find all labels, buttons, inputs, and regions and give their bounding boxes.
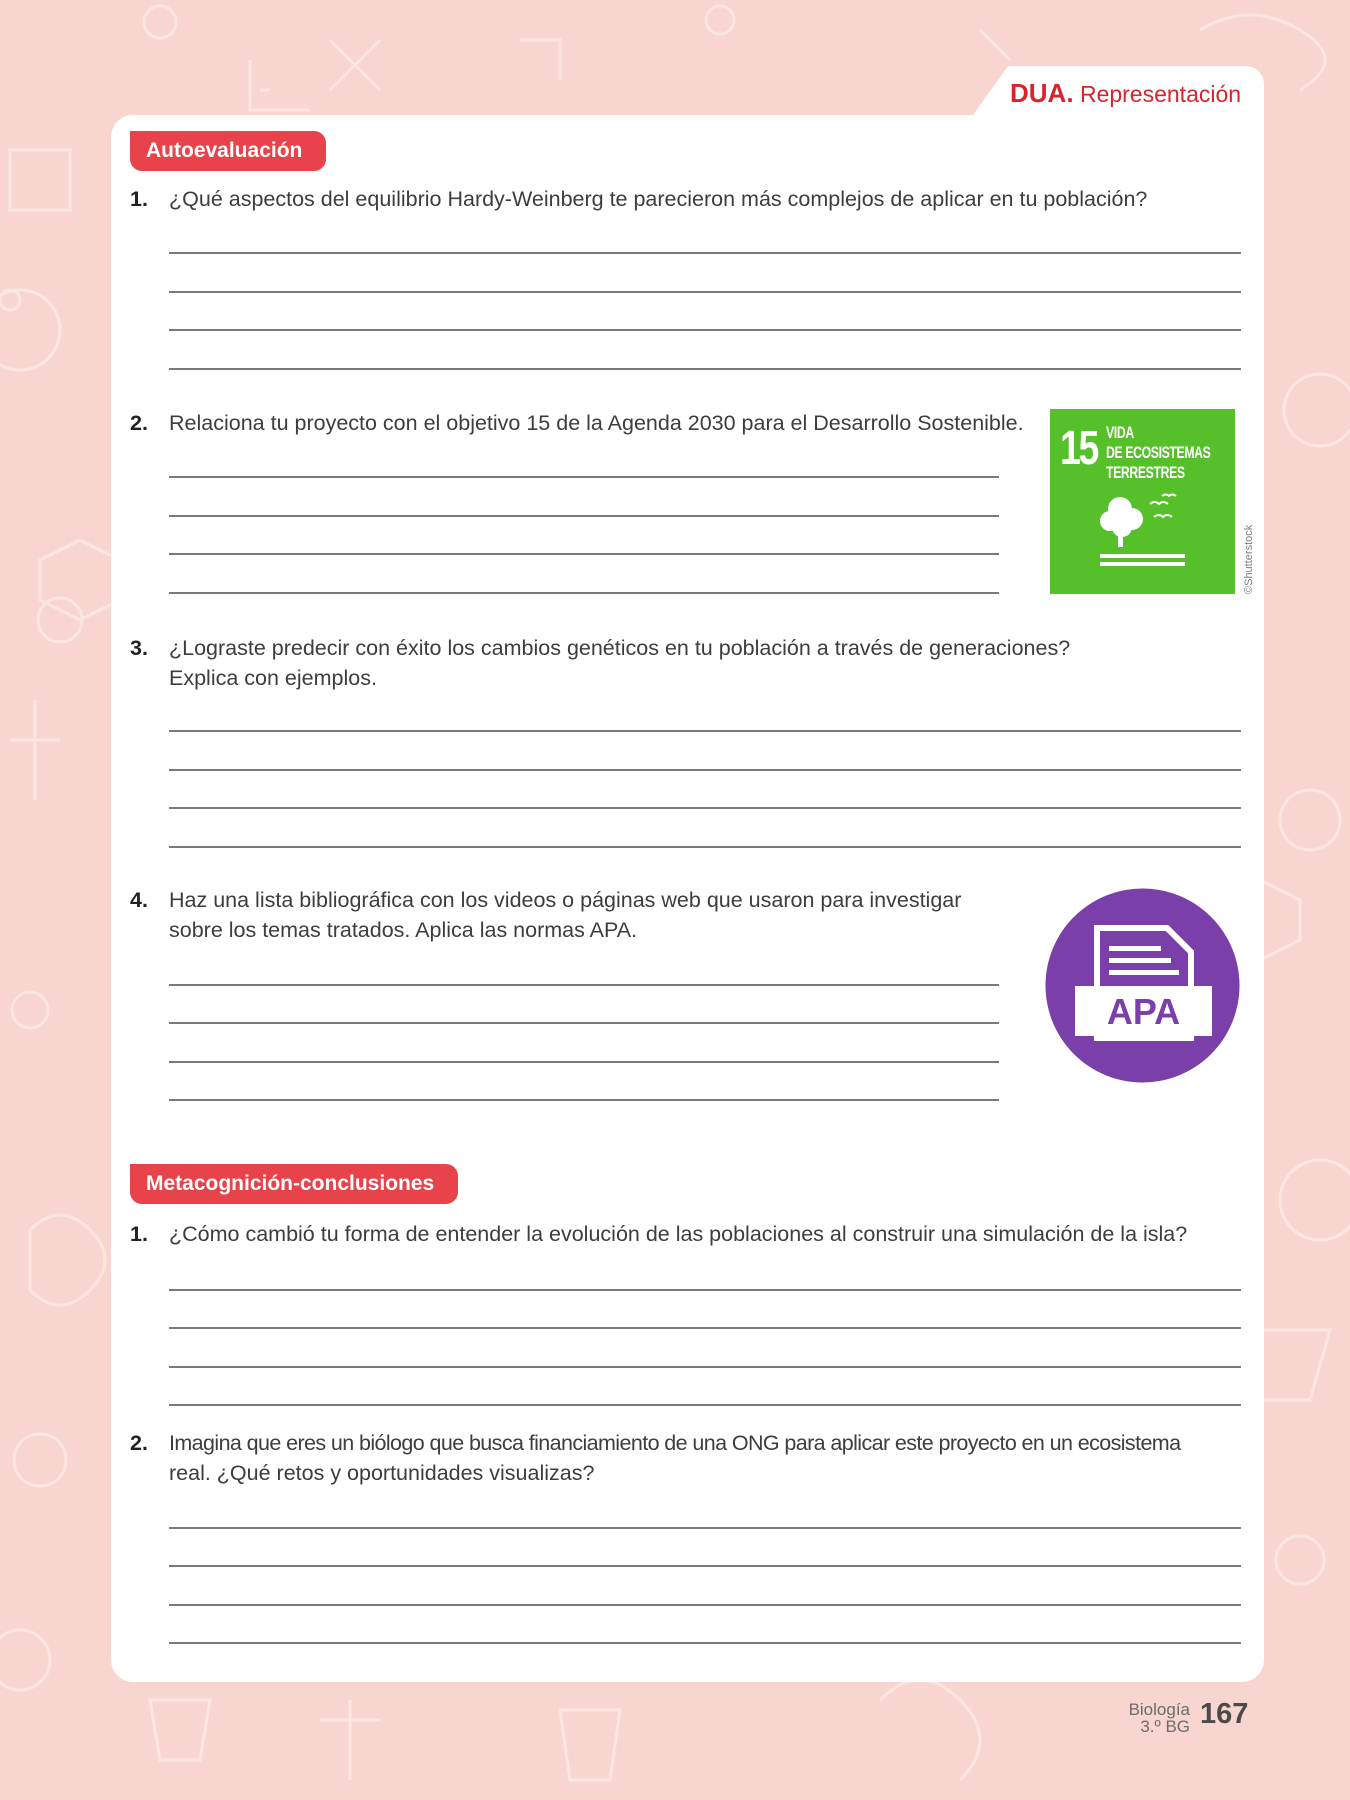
question-number: 3. — [130, 636, 148, 660]
answer-line[interactable] — [169, 1565, 1241, 1567]
apa-document-icon — [1045, 888, 1240, 1083]
question-number: 2. — [130, 1431, 148, 1455]
answer-line[interactable] — [169, 592, 999, 594]
question-text: Explica con ejemplos. — [169, 666, 377, 690]
sdg-title-line: VIDA — [1106, 423, 1134, 442]
sdg-title-line: TERRESTRES — [1106, 463, 1185, 482]
answer-line[interactable] — [169, 476, 999, 478]
question-text: ¿Qué aspectos del equilibrio Hardy-Weinberg te parecieron más complejos de aplicar en tu población? — [169, 187, 1148, 211]
answer-line[interactable] — [169, 1099, 999, 1101]
question-text: ¿Cómo cambió tu forma de entender la evolución de las poblaciones al construir una simulación de la isla? — [169, 1222, 1188, 1246]
answer-line[interactable] — [169, 515, 999, 517]
answer-line[interactable] — [169, 1404, 1241, 1406]
subject-name: Biología — [1128, 1700, 1190, 1719]
answer-line[interactable] — [169, 1289, 1241, 1291]
question-number: 1. — [130, 1222, 148, 1246]
sdg-15-badge — [1050, 409, 1235, 594]
apa-label: APA — [1106, 991, 1181, 1032]
answer-line[interactable] — [169, 1022, 999, 1024]
answer-line[interactable] — [169, 553, 999, 555]
image-credit: ©Shutterstock — [1243, 524, 1255, 594]
page-number: 167 — [1200, 1698, 1249, 1730]
answer-line[interactable] — [169, 291, 1241, 293]
question-text: Imagina que eres un biólogo que busca financiamiento de una ONG para aplicar este proyecto en un ecosistema — [169, 1431, 1181, 1455]
tree-birds-icon — [1050, 409, 1235, 594]
answer-line[interactable] — [169, 1366, 1241, 1368]
answer-line[interactable] — [169, 846, 1241, 848]
sdg-title-line: DE ECOSISTEMAS — [1106, 443, 1211, 462]
answer-line[interactable] — [169, 1642, 1241, 1644]
section-title-metacognicion: Metacognición-conclusiones — [130, 1164, 458, 1204]
answer-line[interactable] — [169, 1327, 1241, 1329]
answer-line[interactable] — [169, 252, 1241, 254]
answer-line[interactable] — [169, 730, 1241, 732]
answer-line[interactable] — [169, 769, 1241, 771]
dua-label-bold: DUA. — [1010, 78, 1074, 108]
section-title-autoevaluacion: Autoevaluación — [130, 131, 326, 171]
answer-line[interactable] — [169, 329, 1241, 331]
sdg-number: 15 — [1060, 422, 1097, 475]
question-text: real. ¿Qué retos y oportunidades visualizas? — [169, 1461, 595, 1485]
dua-header — [1010, 78, 1241, 109]
answer-line[interactable] — [169, 807, 1241, 809]
question-text: ¿Lograste predecir con éxito los cambios genéticos en tu población a través de generaciones? — [169, 636, 1071, 660]
dua-label-text: Representación — [1079, 81, 1242, 107]
answer-line[interactable] — [169, 368, 1241, 370]
question-number: 1. — [130, 187, 148, 211]
grade-label: 3.º BG — [1140, 1717, 1190, 1736]
question-text: Haz una lista bibliográfica con los videos o páginas web que usaron para investigar — [169, 888, 962, 912]
question-number: 2. — [130, 411, 148, 435]
answer-line[interactable] — [169, 1061, 999, 1063]
question-text: Relaciona tu proyecto con el objetivo 15 de la Agenda 2030 para el Desarrollo Sostenible. — [169, 411, 1024, 435]
answer-line[interactable] — [169, 1527, 1241, 1529]
question-number: 4. — [130, 888, 148, 912]
answer-line[interactable] — [169, 1604, 1241, 1606]
question-text: sobre los temas tratados. Aplica las normas APA. — [169, 918, 638, 942]
answer-line[interactable] — [169, 984, 999, 986]
footer-subject — [1110, 1701, 1190, 1735]
